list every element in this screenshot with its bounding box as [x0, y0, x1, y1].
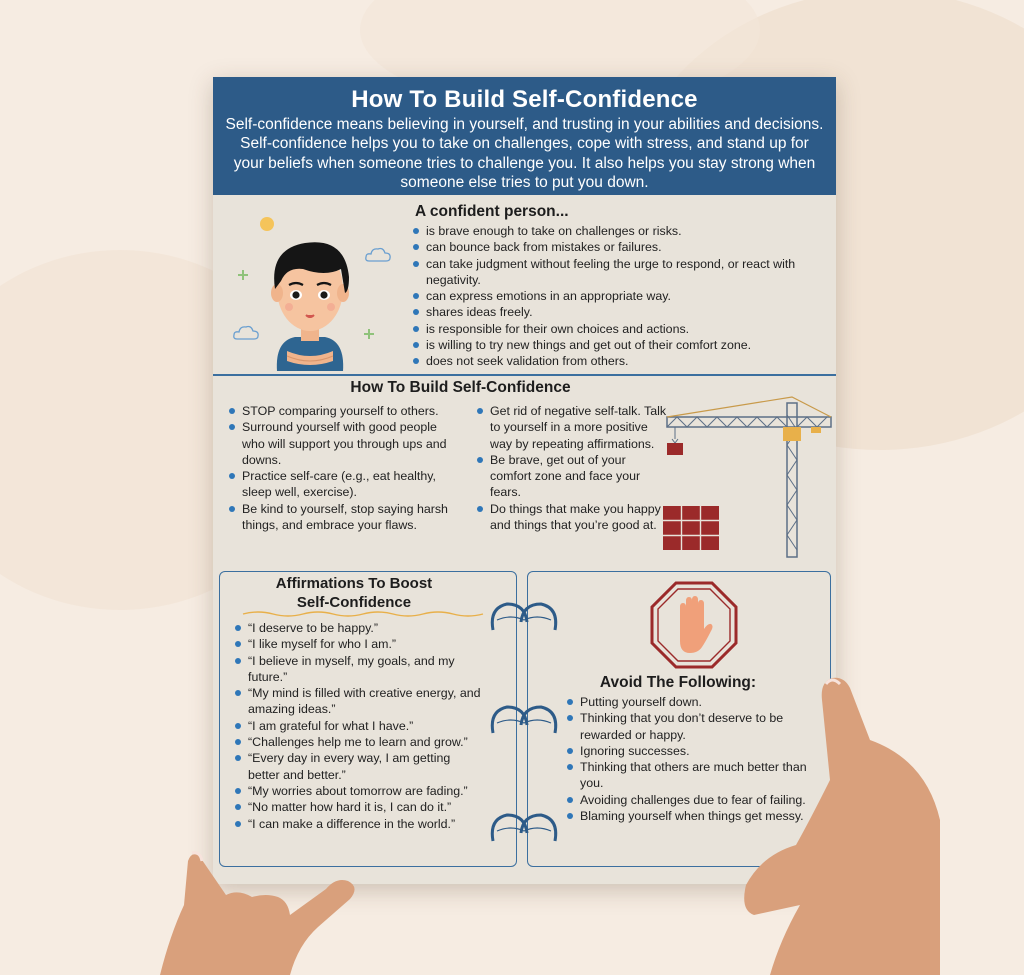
confident-person-item: is responsible for their own choices and actions.: [413, 321, 823, 337]
confident-person-title: A confident person...: [415, 203, 569, 220]
affirmations-title-line1: Affirmations To Boost: [275, 575, 433, 592]
confident-person-item: can bounce back from mistakes or failures.: [413, 239, 823, 255]
ring-binder-icon: [487, 600, 561, 636]
avoid-item: Blaming yourself when things get messy.: [567, 808, 807, 824]
affirmation-item: “I deserve to be happy.”: [235, 620, 485, 636]
affirmations-title: [219, 575, 489, 612]
cloud-icon: [232, 323, 260, 341]
build-tip-item: Surround yourself with good people who will support you through ups and downs.: [229, 419, 461, 468]
build-tip-item: STOP comparing yourself to others.: [229, 403, 461, 419]
affirmation-item: “I can make a difference in the world.”: [235, 816, 485, 832]
ring-binder-icon: [487, 811, 561, 847]
intro-text: Self-confidence means believing in yourself, and trusting in your abilities and decisions. Self-confidence helps you to take on challenges, cope with stress, and stand up for your beliefs when someone tries to challenge you. It also helps you stay strong when someone else tries to put you down.: [225, 116, 824, 191]
build-section-title: How To Build Self-Confidence: [350, 379, 571, 396]
build-tip-item: Practice self-care (e.g., eat healthy, sleep well, exercise).: [229, 468, 461, 501]
plus-icon: [363, 328, 375, 340]
confident-person-item: can express emotions in an appropriate way.: [413, 288, 823, 304]
bricks-illustration: [663, 506, 719, 550]
confident-person-item: shares ideas freely.: [413, 304, 823, 320]
affirmations-list: [235, 620, 485, 832]
cloud-icon: [364, 245, 392, 263]
affirmation-item: “Challenges help me to learn and grow.”: [235, 734, 485, 750]
avoid-item: Thinking that you don’t deserve to be rewarded or happy.: [567, 710, 807, 743]
page-title: How To Build Self-Confidence: [351, 86, 698, 113]
affirmation-item: “My worries about tomorrow are fading.”: [235, 783, 485, 799]
ring-binder-icon: [487, 703, 561, 739]
confident-person-item: can take judgment without feeling the urge to respond, or react with negativity.: [413, 256, 823, 289]
affirmation-item: “My mind is filled with creative energy, and amazing ideas.”: [235, 685, 485, 718]
confident-person-list: [413, 223, 823, 370]
header-banner: [213, 77, 836, 195]
avoid-item: Thinking that others are much better than you.: [567, 759, 807, 792]
affirmation-item: “I am grateful for what I have.”: [235, 718, 485, 734]
build-tip-item: Get rid of negative self-talk. Talk to yourself in a more positive way by repeating affirmations.: [477, 403, 667, 452]
confident-person-item: does not seek validation from others.: [413, 353, 823, 369]
section-divider: [213, 374, 836, 376]
affirmation-item: “No matter how hard it is, I can do it.”: [235, 799, 485, 815]
build-tip-item: Be kind to yourself, stop saying harsh things, and embrace your flaws.: [229, 501, 461, 534]
build-tip-item: Be brave, get out of your comfort zone and face your fears.: [477, 452, 667, 501]
affirmations-title-line2: Self-Confidence: [296, 593, 412, 611]
confident-person-section: [213, 195, 836, 373]
confident-person-item: is brave enough to take on challenges or risks.: [413, 223, 823, 239]
build-list-right: [477, 403, 667, 533]
person-illustration: [265, 229, 355, 371]
avoid-title: Avoid The Following:: [599, 674, 757, 691]
affirmation-item: “Every day in every way, I am getting better and better.”: [235, 750, 485, 783]
affirmation-item: “I like myself for who I am.”: [235, 636, 485, 652]
affirmation-item: “I believe in myself, my goals, and my future.”: [235, 653, 485, 686]
build-tip-item: Do things that make you happy and things that you’re good at.: [477, 501, 667, 534]
avoid-item: Putting yourself down.: [567, 694, 807, 710]
wavy-underline-decoration: [243, 610, 483, 618]
confident-person-item: is willing to try new things and get out of their comfort zone.: [413, 337, 823, 353]
plus-icon: [237, 269, 249, 281]
build-list-left: [229, 403, 461, 533]
hand-icon: [140, 845, 380, 975]
stop-hand-icon: [650, 581, 738, 669]
avoid-item: Ignoring successes.: [567, 743, 807, 759]
avoid-item: Avoiding challenges due to fear of failing.: [567, 792, 807, 808]
hand-icon: [740, 670, 940, 975]
